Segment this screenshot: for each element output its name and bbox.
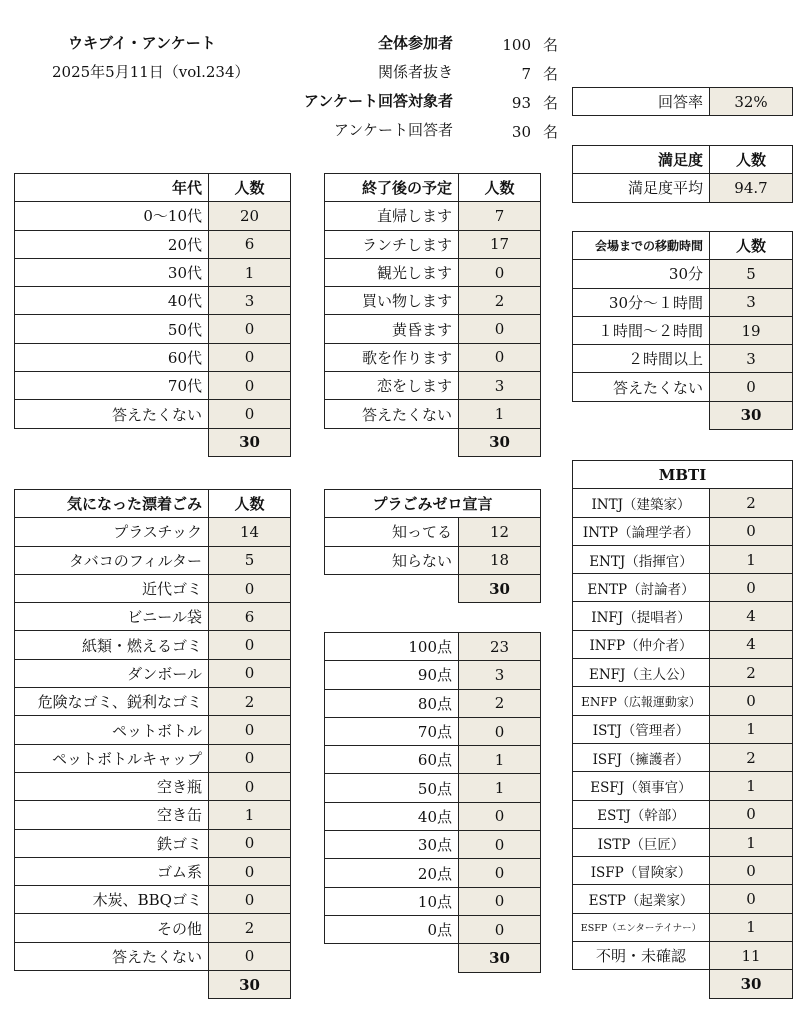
row-label: 30分〜１時間	[573, 288, 710, 316]
travel-header: 会場までの移動時間	[573, 232, 710, 260]
row-count: 0	[209, 744, 291, 772]
row-count: 0	[209, 400, 291, 428]
row-label: ESTJ（幹部）	[573, 800, 710, 828]
table-row	[325, 287, 541, 315]
row-label: 70点	[325, 717, 459, 745]
stat-label: アンケート回答対象者	[303, 92, 453, 110]
row-count: 0	[459, 887, 541, 915]
stat-value: 100	[502, 36, 531, 54]
row-count: 0	[710, 885, 793, 913]
row-label: 紙類・燃えるゴミ	[15, 631, 209, 659]
table-row	[325, 546, 541, 574]
pledge-header: プラごみゼロ宣言	[325, 490, 541, 518]
total-spacer	[325, 428, 459, 456]
table-row	[15, 942, 291, 970]
table-row	[573, 800, 793, 828]
table-row	[573, 715, 793, 743]
row-label: ISTJ（管理者）	[573, 715, 710, 743]
row-label: 知らない	[325, 546, 459, 574]
stat-unit: 名	[543, 65, 559, 83]
stat-value: 30	[511, 123, 531, 141]
row-label: ENFJ（主人公）	[573, 659, 710, 687]
table-row	[15, 258, 291, 286]
row-count: 17	[459, 230, 541, 258]
row-label: 空き瓶	[15, 772, 209, 800]
total-count: 30	[710, 970, 793, 998]
survey-title: ウキブイ・アンケート	[68, 34, 216, 52]
row-count: 11	[710, 942, 793, 970]
row-label: ２時間以上	[573, 345, 710, 373]
total-count: 30	[209, 971, 291, 999]
total-spacer	[15, 971, 209, 999]
stat-label: アンケート回答者	[333, 121, 453, 139]
stat-value: 93	[511, 94, 531, 112]
row-count: 0	[459, 315, 541, 343]
header-row	[15, 490, 291, 518]
row-label: １時間〜２時間	[573, 316, 710, 344]
table-row	[325, 915, 541, 943]
row-label: ランチします	[325, 230, 459, 258]
table-row	[15, 829, 291, 857]
row-label: 黄昏ます	[325, 315, 459, 343]
table-row	[15, 372, 291, 400]
row-label: 歌を作ります	[325, 343, 459, 371]
table-row	[15, 546, 291, 574]
row-label: ESFJ（領事官）	[573, 772, 710, 800]
total-row	[325, 428, 541, 456]
table-row	[573, 687, 793, 715]
header-row	[15, 174, 291, 202]
total-row	[573, 401, 793, 429]
table-row	[573, 913, 793, 941]
row-count: 0	[459, 831, 541, 859]
row-label: ISTP（巨匠）	[573, 828, 710, 856]
row-label: 空き缶	[15, 801, 209, 829]
table-row	[325, 400, 541, 428]
table-row	[325, 689, 541, 717]
row-count: 19	[710, 316, 793, 344]
total-row	[15, 971, 291, 999]
table-row	[15, 886, 291, 914]
row-count: 18	[459, 546, 541, 574]
row-count: 0	[209, 942, 291, 970]
age-header: 年代	[15, 174, 209, 202]
header-row	[573, 232, 793, 260]
row-count: 0	[459, 859, 541, 887]
table-row	[15, 603, 291, 631]
row-count: 1	[710, 715, 793, 743]
table-row	[325, 315, 541, 343]
table-row	[325, 202, 541, 230]
total-spacer	[325, 574, 459, 602]
row-count: 0	[459, 802, 541, 830]
table-row	[573, 545, 793, 573]
row-label: 不明・未確認	[573, 942, 710, 970]
table-row	[15, 857, 291, 885]
row-label: 100点	[325, 633, 459, 661]
row-count: 3	[710, 288, 793, 316]
response-rate-label: 回答率	[573, 88, 710, 116]
row-label: 50点	[325, 774, 459, 802]
row-label: 鉄ゴミ	[15, 829, 209, 857]
table-row	[15, 202, 291, 230]
row-count: 0	[459, 717, 541, 745]
mbti-header: MBTI	[573, 461, 793, 489]
table-row	[15, 631, 291, 659]
table-row	[573, 373, 793, 401]
travel-time-table	[572, 231, 793, 430]
row-count: 0	[209, 372, 291, 400]
pledge-table	[324, 489, 541, 603]
row-count: 2	[209, 914, 291, 942]
table-row	[573, 828, 793, 856]
response-rate-table	[572, 87, 793, 116]
total-spacer	[15, 428, 209, 456]
row-label: 買い物します	[325, 287, 459, 315]
stat-label: 全体参加者	[377, 34, 453, 52]
row-label: 70代	[15, 372, 209, 400]
trash-header: 気になった漂着ごみ	[15, 490, 209, 518]
stat-label: 関係者抜き	[377, 63, 453, 81]
row-label: 50代	[15, 315, 209, 343]
table-row	[15, 400, 291, 428]
row-count: 0	[209, 343, 291, 371]
row-count: 3	[459, 372, 541, 400]
row-count: 1	[459, 400, 541, 428]
header-row	[325, 490, 541, 518]
row-count: 1	[710, 545, 793, 573]
row-label: 20代	[15, 230, 209, 258]
mbti-table	[572, 460, 793, 999]
table-row	[325, 230, 541, 258]
row-label: INFJ（提唱者）	[573, 602, 710, 630]
stat-unit: 名	[543, 94, 559, 112]
total-row	[573, 970, 793, 998]
total-spacer	[573, 970, 710, 998]
plans-header: 終了後の予定	[325, 174, 459, 202]
row-count: 0	[209, 631, 291, 659]
table-row	[573, 316, 793, 344]
table-row	[325, 831, 541, 859]
table-row	[15, 914, 291, 942]
row-label: 30代	[15, 258, 209, 286]
table-row	[573, 885, 793, 913]
row-label: ISFP（冒険家）	[573, 857, 710, 885]
row-label: 0〜10代	[15, 202, 209, 230]
row-count: 2	[710, 743, 793, 771]
row-label: 近代ゴミ	[15, 574, 209, 602]
table-row	[573, 260, 793, 288]
row-count: 3	[710, 345, 793, 373]
count-header: 人数	[459, 174, 541, 202]
row-label: INFP（仲介者）	[573, 630, 710, 658]
row-label: ダンボール	[15, 659, 209, 687]
total-spacer	[573, 401, 710, 429]
stat-unit: 名	[543, 36, 559, 54]
satisfaction-table	[572, 145, 793, 203]
row-label: その他	[15, 914, 209, 942]
table-row	[15, 772, 291, 800]
row-count: 14	[209, 518, 291, 546]
plans-table	[324, 173, 541, 457]
row-label: ENTJ（指揮官）	[573, 545, 710, 573]
row-count: 0	[710, 517, 793, 545]
table-row	[15, 716, 291, 744]
row-label: 20点	[325, 859, 459, 887]
row-label: INTJ（建築家）	[573, 489, 710, 517]
row-label: INTP（論理学者）	[573, 517, 710, 545]
row-count: 2	[710, 659, 793, 687]
row-count: 0	[209, 315, 291, 343]
beach-trash-table	[14, 489, 291, 999]
total-row	[15, 428, 291, 456]
table-row	[15, 343, 291, 371]
row-count: 2	[710, 489, 793, 517]
table-row	[573, 659, 793, 687]
table-row	[573, 288, 793, 316]
row-count: 2	[459, 689, 541, 717]
row-label: ENTP（討論者）	[573, 574, 710, 602]
table-row	[325, 661, 541, 689]
row-label: 知ってる	[325, 518, 459, 546]
row-label: 危険なゴミ、鋭利なゴミ	[15, 688, 209, 716]
table-row	[325, 372, 541, 400]
row-label: 直帰します	[325, 202, 459, 230]
table-row	[573, 489, 793, 517]
row-label: 90点	[325, 661, 459, 689]
row-label: ゴム系	[15, 857, 209, 885]
table-row	[15, 801, 291, 829]
row-count: 1	[459, 746, 541, 774]
row-count: 0	[209, 772, 291, 800]
score-table	[324, 632, 541, 973]
total-count: 30	[459, 944, 541, 972]
table-row	[15, 315, 291, 343]
table-row	[15, 688, 291, 716]
response-rate-value: 32%	[710, 88, 793, 116]
stat-value: 7	[521, 65, 531, 83]
row-count: 1	[209, 258, 291, 286]
row-label: 答えたくない	[15, 400, 209, 428]
row-count: 3	[209, 287, 291, 315]
row-count: 7	[459, 202, 541, 230]
row-count: 1	[209, 801, 291, 829]
row-label: ESFP（エンターテイナー）	[573, 913, 710, 941]
row-count: 6	[209, 230, 291, 258]
row-label: 観光します	[325, 258, 459, 286]
table-row	[325, 518, 541, 546]
table-row	[15, 518, 291, 546]
row-label: 60代	[15, 343, 209, 371]
row-label: ビニール袋	[15, 603, 209, 631]
table-row	[325, 633, 541, 661]
row-count: 5	[209, 546, 291, 574]
table-row	[573, 574, 793, 602]
row-count: 6	[209, 603, 291, 631]
table-row	[573, 517, 793, 545]
satisfaction-header: 満足度	[573, 146, 710, 174]
count-header: 人数	[710, 232, 793, 260]
count-header: 人数	[710, 146, 793, 174]
row-label: 答えたくない	[15, 942, 209, 970]
row-count: 4	[710, 602, 793, 630]
table-row	[573, 772, 793, 800]
row-count: 0	[459, 915, 541, 943]
satisfaction-avg-value: 94.7	[710, 174, 793, 202]
table-row	[573, 345, 793, 373]
total-count: 30	[209, 428, 291, 456]
row-count: 12	[459, 518, 541, 546]
row-count: 1	[710, 913, 793, 941]
row-label: プラスチック	[15, 518, 209, 546]
row-label: 10点	[325, 887, 459, 915]
row-count: 23	[459, 633, 541, 661]
total-count: 30	[459, 428, 541, 456]
table-row	[15, 230, 291, 258]
count-header: 人数	[209, 174, 291, 202]
row-label: 恋をします	[325, 372, 459, 400]
row-label: ESTP（起業家）	[573, 885, 710, 913]
table-row	[325, 802, 541, 830]
table-row	[325, 343, 541, 371]
row-label: 答えたくない	[573, 373, 710, 401]
row-label: タバコのフィルター	[15, 546, 209, 574]
row-count: 0	[209, 829, 291, 857]
row-count: 2	[459, 287, 541, 315]
survey-date: 2025年5月11日（vol.234）	[52, 63, 250, 81]
table-row	[325, 887, 541, 915]
row-label: ペットボトル	[15, 716, 209, 744]
row-count: 20	[209, 202, 291, 230]
header-row	[573, 461, 793, 489]
row-count: 0	[459, 343, 541, 371]
table-row	[573, 942, 793, 970]
table-row	[15, 287, 291, 315]
row-count: 5	[710, 260, 793, 288]
row-label: 80点	[325, 689, 459, 717]
total-count: 30	[710, 401, 793, 429]
row-label: 40点	[325, 802, 459, 830]
table-row	[15, 574, 291, 602]
total-spacer	[325, 944, 459, 972]
header-row	[325, 174, 541, 202]
row-label: 30点	[325, 831, 459, 859]
row-count: 0	[209, 857, 291, 885]
row-count: 1	[710, 772, 793, 800]
total-count: 30	[459, 574, 541, 602]
row-label: ペットボトルキャップ	[15, 744, 209, 772]
row-count: 0	[209, 886, 291, 914]
stat-unit: 名	[543, 123, 559, 141]
table-row	[15, 744, 291, 772]
table-row	[15, 659, 291, 687]
row-count: 0	[710, 687, 793, 715]
row-label: ENFP（広報運動家）	[573, 687, 710, 715]
row-count: 0	[710, 574, 793, 602]
row-count: 1	[710, 828, 793, 856]
row-count: 0	[710, 373, 793, 401]
total-row	[325, 944, 541, 972]
table-row	[573, 857, 793, 885]
table-row	[325, 746, 541, 774]
count-header: 人数	[209, 490, 291, 518]
table-row	[573, 602, 793, 630]
row-label: 40代	[15, 287, 209, 315]
table-row	[573, 743, 793, 771]
row-label: 0点	[325, 915, 459, 943]
row-count: 3	[459, 661, 541, 689]
satisfaction-avg-label: 満足度平均	[573, 174, 710, 202]
row-label: 答えたくない	[325, 400, 459, 428]
table-row	[325, 774, 541, 802]
row-label: 30分	[573, 260, 710, 288]
row-label: 木炭、BBQゴミ	[15, 886, 209, 914]
table-row	[573, 630, 793, 658]
row-label: ISFJ（擁護者）	[573, 743, 710, 771]
row-count: 0	[209, 574, 291, 602]
table-row	[325, 258, 541, 286]
row-count: 0	[459, 258, 541, 286]
table-row	[325, 717, 541, 745]
table-row	[325, 859, 541, 887]
row-count: 0	[209, 716, 291, 744]
row-count: 0	[710, 857, 793, 885]
total-row	[325, 574, 541, 602]
row-count: 4	[710, 630, 793, 658]
row-count: 0	[710, 800, 793, 828]
row-label: 60点	[325, 746, 459, 774]
row-count: 0	[209, 659, 291, 687]
row-count: 1	[459, 774, 541, 802]
age-table	[14, 173, 291, 457]
row-count: 2	[209, 688, 291, 716]
